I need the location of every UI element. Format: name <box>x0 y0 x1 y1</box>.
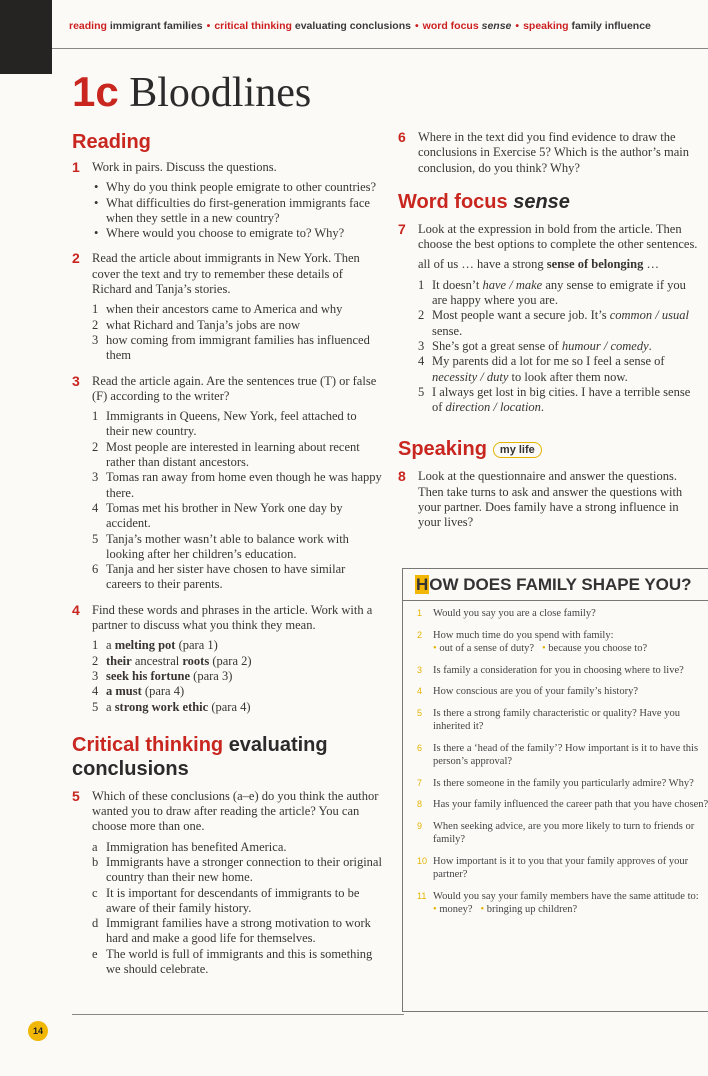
left-column <box>72 130 382 977</box>
list-item: 3 how coming from immigrant families has influenced them <box>92 332 370 363</box>
list-item: 5 I always get lost in big cities. I have a terrible sense of direction / location. <box>418 384 691 415</box>
exercise-5-items <box>72 840 382 978</box>
page-number: 14 <box>28 1021 48 1041</box>
exercise-4: 4 Find these words and phrases in the article. Work with a partner to discuss what you think they mean. <box>72 601 373 633</box>
exercise-7-items <box>398 278 702 416</box>
list-item: 1 a melting pot (para 1) <box>92 638 218 653</box>
list-item: 9 When seeking advice, are you more likely to turn to friends or family? <box>417 820 695 845</box>
exercise-2: 2 Read the article about immigrants in New York. Then cover the text and try to remember these details of Richard and Tanja’s stories. <box>72 250 360 297</box>
critical-thinking-heading: Critical thinking evaluating conclusions <box>72 733 328 780</box>
questionnaire-list <box>415 607 708 925</box>
list-item: 1 Would you say you are a close family? <box>417 608 596 619</box>
example-sentence: all of us … have a strong sense of belonging … <box>418 257 659 272</box>
list-item: d Immigrant families have a strong motivation to work hard and make a good life for themselves. <box>92 916 371 946</box>
list-item: c It is important for descendants of immigrants to be aware of their family history. <box>92 885 360 915</box>
exercise-2-items <box>72 302 382 363</box>
list-item: • Why do you think people emigrate to other countries? <box>106 180 382 195</box>
my-life-badge: my life <box>493 442 542 458</box>
exercise-1: 1 Work in pairs. Discuss the questions. <box>72 159 277 175</box>
list-item: 11 Would you say your family members have the same attitude to: • money? • bringing up children? <box>415 890 708 917</box>
page-title: 1c Bloodlines <box>72 68 312 116</box>
option[interactable]: location <box>499 400 541 415</box>
exercise-1-questions <box>72 180 382 241</box>
exercise-7: 7 Look at the expression in bold from the article. Then choose the best options to complete the other sentences. all of us … have a strong sense of belonging … <box>398 222 702 273</box>
list-item: 6 Tanja and her sister have chosen to have similar careers to their parents. <box>92 562 346 592</box>
option[interactable]: common <box>609 308 653 323</box>
option[interactable]: have <box>482 277 507 292</box>
option[interactable]: comedy <box>610 338 649 353</box>
word-focus-heading: Word focus sense <box>398 190 570 213</box>
list-item: 2 Most people want a secure job. It’s common / usual sense. <box>418 308 689 338</box>
list-item: 6 Is there a ‘head of the family’? How important is it to have this person’s approval? <box>417 742 699 767</box>
list-item: 5 a strong work ethic (para 4) <box>92 699 251 714</box>
exercise-4-items <box>72 638 382 714</box>
reading-heading: Reading <box>72 131 151 153</box>
list-item: 3 seek his fortune (para 3) <box>92 668 233 683</box>
option[interactable]: necessity <box>432 369 478 384</box>
exercise-6: 6 Where in the text did you find evidence to draw the conclusions in Exercise 5? Which is the author’s main conclusion, do you think? Why? <box>398 129 690 175</box>
list-item: 5 Is there a strong family characteristic or quality? Have you inherited it? <box>417 707 680 732</box>
option[interactable]: duty <box>486 369 509 384</box>
list-item: 5 Tanja’s mother wasn’t able to balance work with looking after her children’s education. <box>92 531 349 561</box>
answer-options: • money? • bringing up children? <box>433 904 578 915</box>
list-item: 3 Tomas ran away from home even though he was happy there. <box>92 470 382 500</box>
list-item: • What difficulties do first-generation immigrants face when they settle in a new country? <box>106 196 382 227</box>
list-item: b Immigrants have a stronger connection to their original country than their new home. <box>92 854 382 885</box>
list-item: 4 My parents did a lot for me so I feel a sense of necessity / duty to look after them now. <box>418 354 665 384</box>
questionnaire-box <box>402 568 708 1012</box>
exercise-8: 8 Look at the questionnaire and answer the questions. Then take turns to ask and answer the questions with your partner. Does family have a strong influence in your lives? <box>398 468 683 530</box>
lesson-topics-nav: reading immigrant families • critical thinking evaluating conclusions • word focus sense • speaking family influence <box>69 20 651 32</box>
questionnaire-title: HOW DOES FAMILY SHAPE YOU? <box>403 569 708 601</box>
list-item: 3 She’s got a great sense of humour / comedy. <box>418 338 652 353</box>
option[interactable]: direction <box>445 400 491 415</box>
option[interactable]: usual <box>661 308 689 323</box>
list-item: 2 what Richard and Tanja’s jobs are now <box>92 317 300 332</box>
option[interactable]: make <box>515 277 543 292</box>
answer-options: • out of a sense of duty? • because you choose to? <box>433 643 648 654</box>
list-item: e The world is full of immigrants and this is something we should celebrate. <box>92 946 373 977</box>
exercise-5: 5 Which of these conclusions (a–e) do you think the author wanted you to draw after reading the article? You can choose more than one. <box>72 787 379 834</box>
exercise-3: 3 Read the article again. Are the sentences true (T) or false (F) according to the writer? <box>72 372 377 403</box>
list-item: 2 Most people are interested in learning about recent rather than distant ancestors. <box>92 439 360 470</box>
top-bar <box>0 0 708 52</box>
list-item: 10 How important is it to you that your family approves of your partner? <box>417 855 689 880</box>
list-item: 1 when their ancestors came to America and why <box>92 302 343 317</box>
list-item: 4 How conscious are you of your family’s history? <box>417 686 639 697</box>
list-item: a Immigration has benefited America. <box>92 839 287 854</box>
exercise-3-items <box>72 409 382 593</box>
speaking-heading: Speaking my life <box>398 437 702 461</box>
option[interactable]: humour <box>561 338 601 353</box>
list-item: 1 It doesn’t have / make any sense to emigrate if you are happy where you are. <box>418 277 686 308</box>
list-item: 3 Is family a consideration for you in choosing where to live? <box>417 664 684 676</box>
list-item: 8 Has your family influenced the career path that you have chosen? <box>417 799 708 810</box>
right-column <box>398 130 702 531</box>
list-item: 7 Is there someone in the family you particularly admire? Why? <box>417 777 694 789</box>
list-item: 2 their ancestral roots (para 2) <box>92 653 252 668</box>
list-item: 4 Tomas met his brother in New York one day by accident. <box>92 500 343 531</box>
divider <box>72 1014 404 1015</box>
list-item: 2 How much time do you spend with family: • out of a sense of duty? • because you choose to? <box>415 629 708 656</box>
divider <box>52 48 708 49</box>
list-item: • Where would you choose to emigrate to? Why? <box>106 226 382 241</box>
list-item: 1 Immigrants in Queens, New York, feel attached to their new country. <box>92 409 357 439</box>
list-item: 4 a must (para 4) <box>92 684 185 699</box>
corner-block <box>0 0 52 74</box>
